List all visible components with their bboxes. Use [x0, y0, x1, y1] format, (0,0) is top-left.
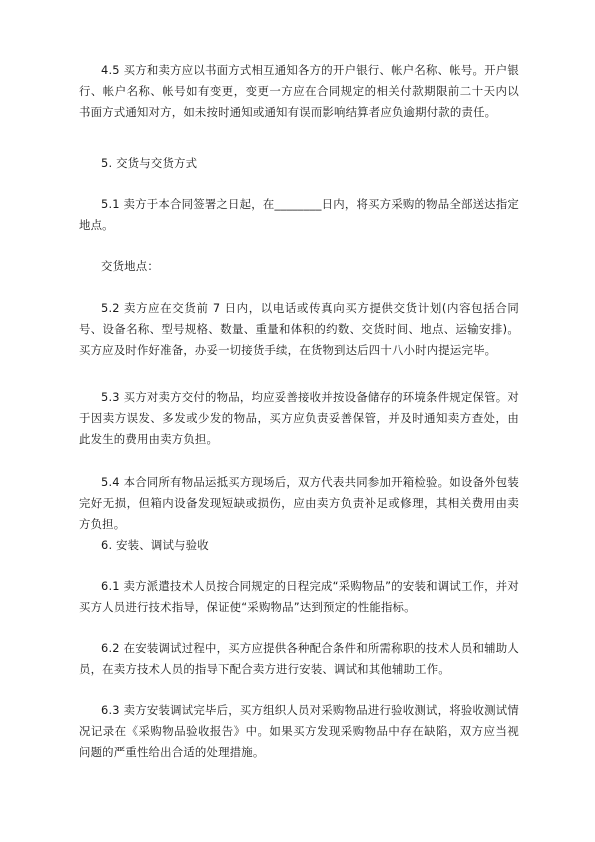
clause-6-2: 6.2 在安装调试过程中，买方应提供各种配合条件和所需称职的技术人员和辅助人员，在卖方技术人员的指导下配合卖方进行安装、调试和其他辅助工作。 — [79, 641, 519, 676]
clause-6-1: 6.1 卖方派遣技术人员按合同规定的日程完成“采购物品”的安装和调试工作，并对买方人员进行技术指导，保证使“采购物品”达到预定的性能指标。 — [79, 579, 519, 614]
clause-5-4: 5.4 本合同所有物品运抵买方现场后，双方代表共同参加开箱检验。如设备外包装完好无损，但箱内设备发现短缺或损伤，应由卖方负责补足或修理，其相关费用由卖方负担。 — [79, 475, 519, 531]
clause-5-1: 5.1 卖方于本合同签署之日起，在________日内，将买方采购的物品全部送达指定地点。 — [79, 197, 519, 232]
clause-5-2: 5.2 卖方应在交货前 7 日内，以电话或传真向买方提供交货计划(内容包括合同号、设备名称、型号规格、数量、重量和体积的约数、交货时间、地点、运输安排)。买方应及时作好准备，办妥一切接货手续，在货物到达后四十八小时内提运完毕。 — [79, 301, 519, 357]
section-5-heading: 5. 交货与交货方式 — [101, 156, 198, 170]
clause-5-3: 5.3 买方对卖方交付的物品，均应妥善接收并按设备储存的环境条件规定保管。对于因卖方误发、多发或少发的物品，买方应负责妥善保管，并及时通知卖方查处，由此发生的费用由卖方负担。 — [79, 390, 519, 446]
delivery-location-label: 交货地点： — [101, 259, 159, 273]
clause-4-5: 4.5 买方和卖方应以书面方式相互通知各方的开户银行、帐户名称、帐号。开户银行、帐户名称、帐号如有变更，变更一方应在合同规定的相关付款期限前二十天内以书面方式通知对方，如未按时通知或通知有误而影响结算者应负逾期付款的责任。 — [79, 63, 519, 119]
section-6-heading: 6. 安装、调试与验收 — [101, 538, 209, 552]
clause-6-3: 6.3 卖方安装调试完毕后，买方组织人员对采购物品进行验收测试，将验收测试情况记录在《采购物品验收报告》中。如果买方发现采购物品中存在缺陷，双方应当视问题的严重性给出合适的处理措施。 — [79, 703, 519, 759]
